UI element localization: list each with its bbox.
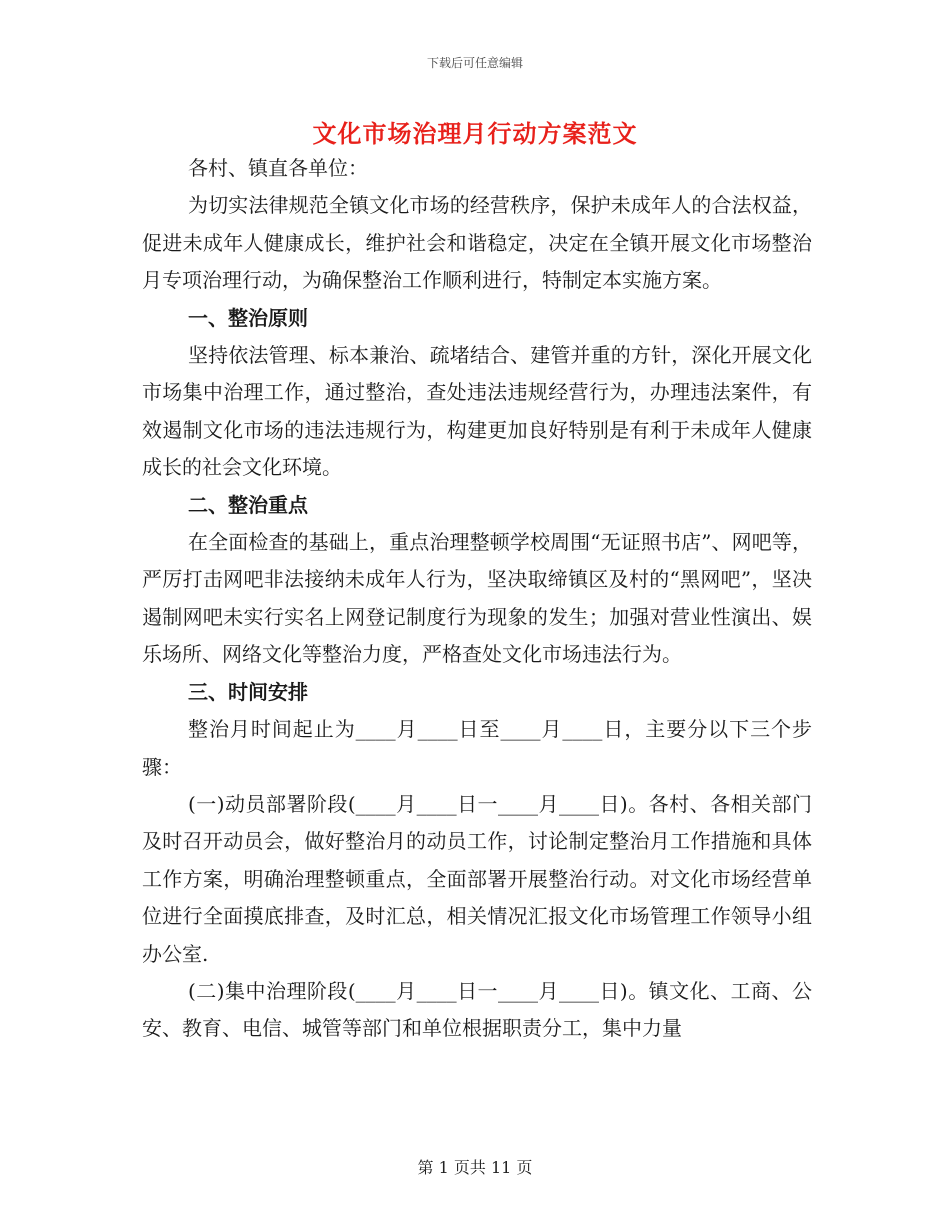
paragraph-salutation: 各村、镇直各单位： xyxy=(188,156,368,180)
page-header: 下载后可任意编辑 xyxy=(426,56,523,70)
paragraph-stage-one: (一)动员部署阶段(____月____日一____月____日)。各村、各相关部门及时召开动员会，做好整治月的动员工作，讨论制定整治月工作措施和具体工作方案，明确治理整顿重点，全面部署开展整治行动。对文化市场经营单位进行全面摸底排查，及时汇总，相关情况汇报文化市场管理工作领导小组办公室. xyxy=(142,791,812,966)
document-body xyxy=(142,150,812,1048)
paragraph-focus: 在全面检查的基础上，重点治理整顿学校周围“无证照书店”、网吧等，严厉打击网吧非法接纳未成年人行为，坚决取缔镇区及村的“黑网吧”，坚决遏制网吧未实行实名上网登记制度行为现象的发生；加强对营业性演出、娱乐场所、网络文化等整治力度，严格查处文化市场违法行为。 xyxy=(142,530,812,667)
paragraph-schedule: 整治月时间起止为____月____日至____月____日，主要分以下三个步骤： xyxy=(142,717,812,779)
paragraph-intro: 为切实法律规范全镇文化市场的经营秩序，保护未成年人的合法权益，促进未成年人健康成长，维护社会和谐稳定，决定在全镇开展文化市场整治月专项治理行动，为确保整治工作顺利进行，特制定本实施方案。 xyxy=(142,193,812,293)
document-title: 文化市场治理月行动方案范文 xyxy=(312,119,638,148)
section-heading-focus: 二、整治重点 xyxy=(188,492,308,517)
page-footer: 第 1 页共 11 页 xyxy=(417,1158,533,1177)
paragraph-stage-two: (二)集中治理阶段(____月____日一____月____日)。镇文化、工商、公安、教育、电信、城管等部门和单位根据职责分工，集中力量 xyxy=(142,978,812,1041)
paragraph-principles: 坚持依法管理、标本兼治、疏堵结合、建管并重的方针，深化开展文化市场集中治理工作，通过整治，查处违法违规经营行为，办理违法案件，有效遏制文化市场的违法违规行为，构建更加良好特别是有利于未成年人健康成长的社会文化环境。 xyxy=(142,343,812,480)
section-heading-schedule: 三、时间安排 xyxy=(188,679,308,704)
section-heading-principles: 一、整治原则 xyxy=(188,305,308,330)
